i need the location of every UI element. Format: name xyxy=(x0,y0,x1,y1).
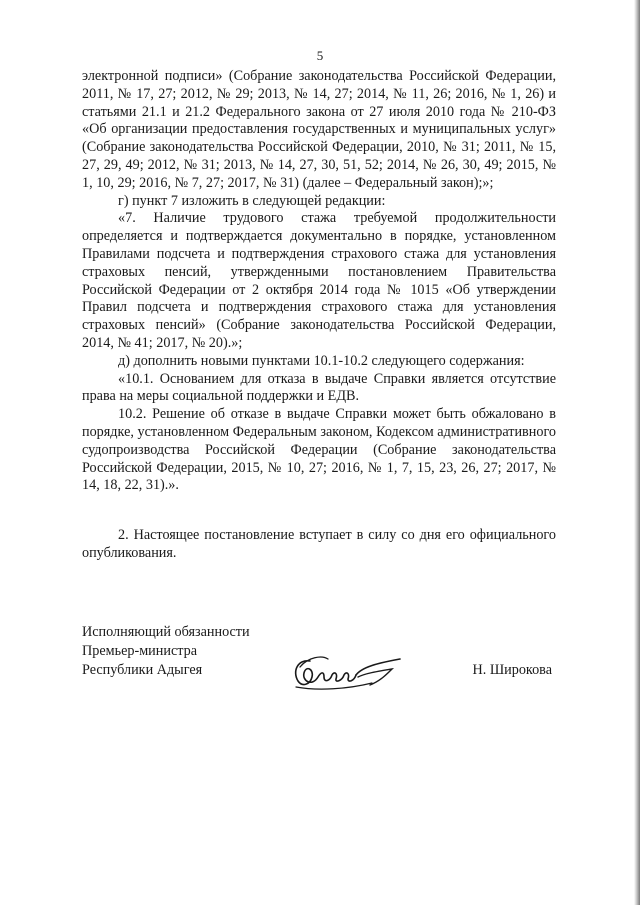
paragraph-item-d: д) дополнить новыми пунктами 10.1-10.2 следующего содержания: xyxy=(118,352,525,369)
page-edge-shadow xyxy=(634,0,640,905)
paragraph-item-g: г) пункт 7 изложить в следующей редакции: xyxy=(118,192,386,209)
signatory-title-line: Исполняющий обязанности xyxy=(82,624,250,640)
signatory-name: Н. Широкова xyxy=(472,662,552,678)
paragraph-federal-law-references: электронной подписи» (Собрание законодательства Российской Федерации, 2011, № 17, 27; 2012, № 29; 2013, № 14, 27; 2014, № 11, 26; 2016, № 1, 26) и статьями 21.1 и 21.2 Федерального закона от 27 июля 2010 года № 210-ФЗ «Об организации предоставления государственных и муниципальных услуг» (Собрание законодательства Российской Федерации, 2010, № 31; 2011, № 15, 27, 29, 49; 2012, № 31; 2013, № 14, 27, 30, 51, 52; 2014, № 26, 30, 49; 2015, № 1, 10, 29; 2016, № 7, 27; 2017, № 31) (далее – Федеральный закон);»; xyxy=(82,68,556,191)
paragraph-spacer xyxy=(82,495,556,527)
handwritten-signature xyxy=(288,647,406,695)
paragraph-clause-7: «7. Наличие трудового стажа требуемой продолжительности определяется и подтверждается документально в порядке, установленном Правилами подсчета и подтверждения страхового стажа для установления страховых пенсий, утвержденными постановлением Правительства Российской Федерации от 2 октября 2014 года № 1015 «Об утверждении Правил подсчета и подтверждения страхового стажа для установления страховых пенсий» (Собрание законодательства Российской Федерации, 2014, № 41; 2017, № 20).»; xyxy=(82,210,556,351)
page-number: 5 xyxy=(316,48,324,63)
paragraph-effective-date: 2. Настоящее постановление вступает в силу со дня его официального опубликования. xyxy=(82,527,556,561)
signatory-title-line: Республики Адыгея xyxy=(82,662,203,678)
document-body xyxy=(82,68,556,563)
paragraph-clause-10-2: 10.2. Решение об отказе в выдаче Справки может быть обжаловано в порядке, установленном Федеральным законом, Кодексом административного судопроизводства Российской Федерации (Собрание законодательства Российской Федерации, 2015, № 10, 27; 2016, № 1, 7, 15, 23, 26, 27; 2017, № 14, 18, 22, 31).». xyxy=(82,406,556,494)
signatory-title-line: Премьер-министра xyxy=(82,643,198,659)
signature-block xyxy=(82,623,556,680)
paragraph-clause-10-1: «10.1. Основанием для отказа в выдаче Справки является отсутствие права на меры социальной поддержки и ЕДВ. xyxy=(82,370,556,405)
